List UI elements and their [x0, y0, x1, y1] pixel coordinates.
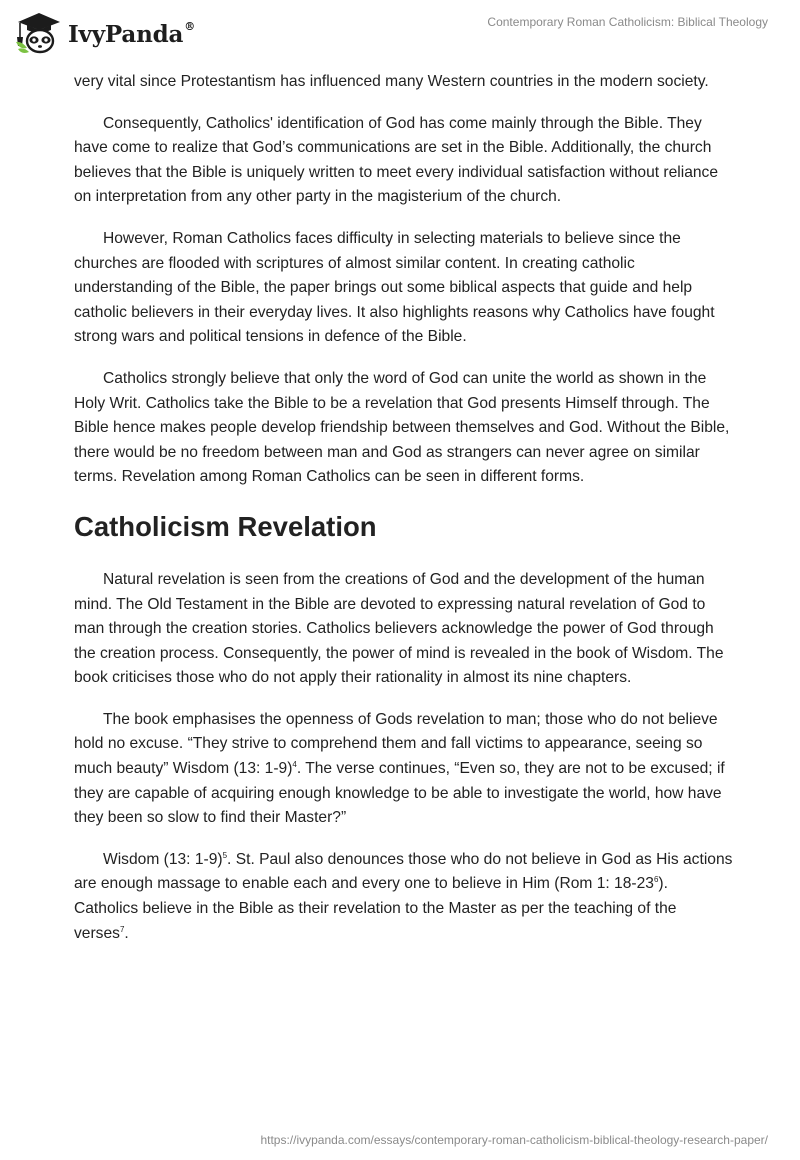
article-body — [74, 70, 734, 963]
source-url[interactable]: https://ivypanda.com/essays/contemporary-roman-catholicism-biblical-theology-research-paper/ — [260, 1133, 768, 1147]
brand-label: IvyPanda — [68, 20, 184, 48]
footnote-ref[interactable]: 6 — [653, 875, 659, 885]
paragraph-text: . — [124, 924, 129, 942]
paragraph-text: Wisdom (13: 1-9) — [103, 850, 223, 868]
ivypanda-logo[interactable] — [14, 8, 195, 56]
paragraph: Catholics strongly believe that only the word of God can unite the world as shown in the Holy Writ. Catholics take the Bible to be a revelation that God presents Himself through. The Bible hence makes people develop friendship between themselves and God. Without the Bible, there would be no freedom between man and God as strangers can never agree on similar terms. Revelation among Roman Catholics can be seen in different forms. — [74, 369, 730, 486]
paragraph: Consequently, Catholics' identification of God has come mainly through the Bible. They have come to realize that God’s communications are set in the Bible. Additionally, the church believes that the Bible is uniquely written to meet every individual satisfaction without reliance on interpretation from any other party in the magisterium of the church. — [74, 114, 719, 206]
registered-mark: ® — [184, 19, 195, 33]
paragraph — [74, 848, 734, 946]
footnote-ref[interactable]: 4 — [292, 759, 297, 769]
section-heading: Catholicism Revelation — [74, 510, 377, 542]
page-header — [0, 0, 800, 60]
paragraph-continuation: very vital since Protestantism has influenced many Western countries in the modern society. — [74, 73, 709, 90]
footnote-ref[interactable]: 5 — [222, 850, 228, 860]
panda-graduate-logo-icon — [14, 8, 64, 56]
paragraph-text: . St. Paul also denounces those who do not believe in God as His actions are enough massage to enable each and every one to believe in Him (Rom 1: 18-23 — [74, 850, 733, 893]
footnote-ref[interactable]: 7 — [119, 924, 125, 934]
paragraph: However, Roman Catholics faces difficulty in selecting materials to believe since the churches are flooded with scriptures of almost similar content. In creating catholic understanding of the Bible, the paper brings out some biblical aspects that guide and help catholic believers in their everyday lives. It also highlights reasons why Catholics have fought strong wars and political tensions in defence of the Bible. — [74, 229, 715, 346]
document-title: Contemporary Roman Catholicism: Biblical Theology — [487, 15, 768, 29]
paragraph-text: ). Catholics believe in the Bible as their revelation to the Master as per the teaching of the verses — [74, 875, 677, 942]
paragraph — [74, 708, 734, 831]
paragraph-text: The book emphasises the openness of Gods revelation to man; those who do not believe hold no excuse. “They strive to comprehend them and fall victims to appearance, seeing so much beauty” Wisdom (13: 1-9) — [74, 710, 718, 778]
paragraph-text: . The verse continues, “Even so, they are not to be excused; if they are capable of acquiring enough knowledge to be able to investigate the world, how have they been so slow to find their Master?” — [74, 760, 725, 827]
brand-name — [68, 21, 195, 48]
paragraph: Natural revelation is seen from the creations of God and the development of the human mind. The Old Testament in the Bible are devoted to expressing natural revelation of God to man through the creation stories. Catholics believers acknowledge the power of God through the creation process. Consequently, the power of mind is revealed in the book of Wisdom. The book criticises those who do not apply their rationality in almost its nine chapters. — [74, 570, 724, 687]
